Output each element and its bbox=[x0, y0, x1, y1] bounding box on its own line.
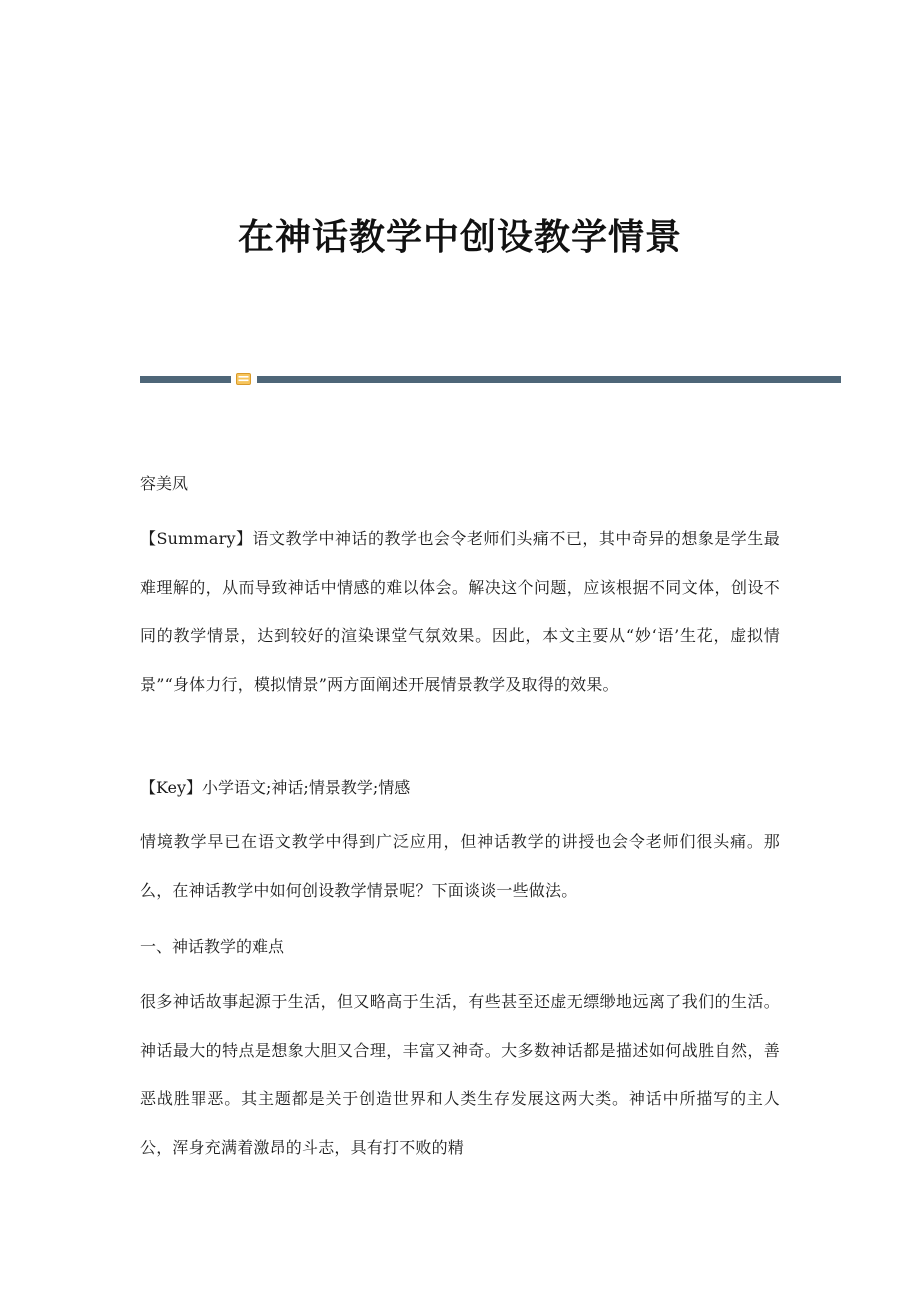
intro-paragraph: 情境教学早已在语文教学中得到广泛应用，但神话教学的讲授也会令老师们很头痛。那么，在神话教学中如何创设教学情景呢？下面谈谈一些做法。 bbox=[140, 832, 780, 900]
divider-ornament-icon bbox=[236, 373, 251, 385]
summary-paragraph: 【Summary】语文教学中神话的教学也会令老师们头痛不已，其中奇异的想象是学生最难理解的，从而导致神话中情感的难以体会。解决这个问题，应该根据不同文体，创设不同的教学情景，达到较好的渲染课堂气氛效果。因此，本文主要从“妙‘语’生花，虚拟情景”“身体力行，模拟情景”两方面阐述开展情景教学及取得的效果。 bbox=[140, 529, 780, 694]
divider-bar-right bbox=[257, 376, 841, 383]
summary-block bbox=[140, 515, 780, 709]
section-paragraph: 很多神话故事起源于生活，但又略高于生活，有些甚至还虚无缥缈地远离了我们的生活。神话最大的特点是想象大胆又合理，丰富又神奇。大多数神话都是描述如何战胜自然，善恶战胜罪恶。其主题都是关于创造世界和人类生存发展这两大类。神话中所描写的主人公，浑身充满着激昂的斗志，具有打不败的精 bbox=[140, 992, 780, 1157]
divider-bar-left bbox=[140, 376, 231, 383]
intro-block bbox=[140, 818, 780, 915]
section-heading: 一、神话教学的难点 bbox=[140, 937, 285, 956]
keywords-line: 【Key】小学语文;神话;情景教学;情感 bbox=[140, 778, 411, 797]
title-divider bbox=[140, 372, 841, 386]
section-body-block bbox=[140, 978, 780, 1172]
document-title: 在神话教学中创设教学情景 bbox=[237, 217, 682, 258]
author-name: 容美凤 bbox=[140, 474, 189, 493]
